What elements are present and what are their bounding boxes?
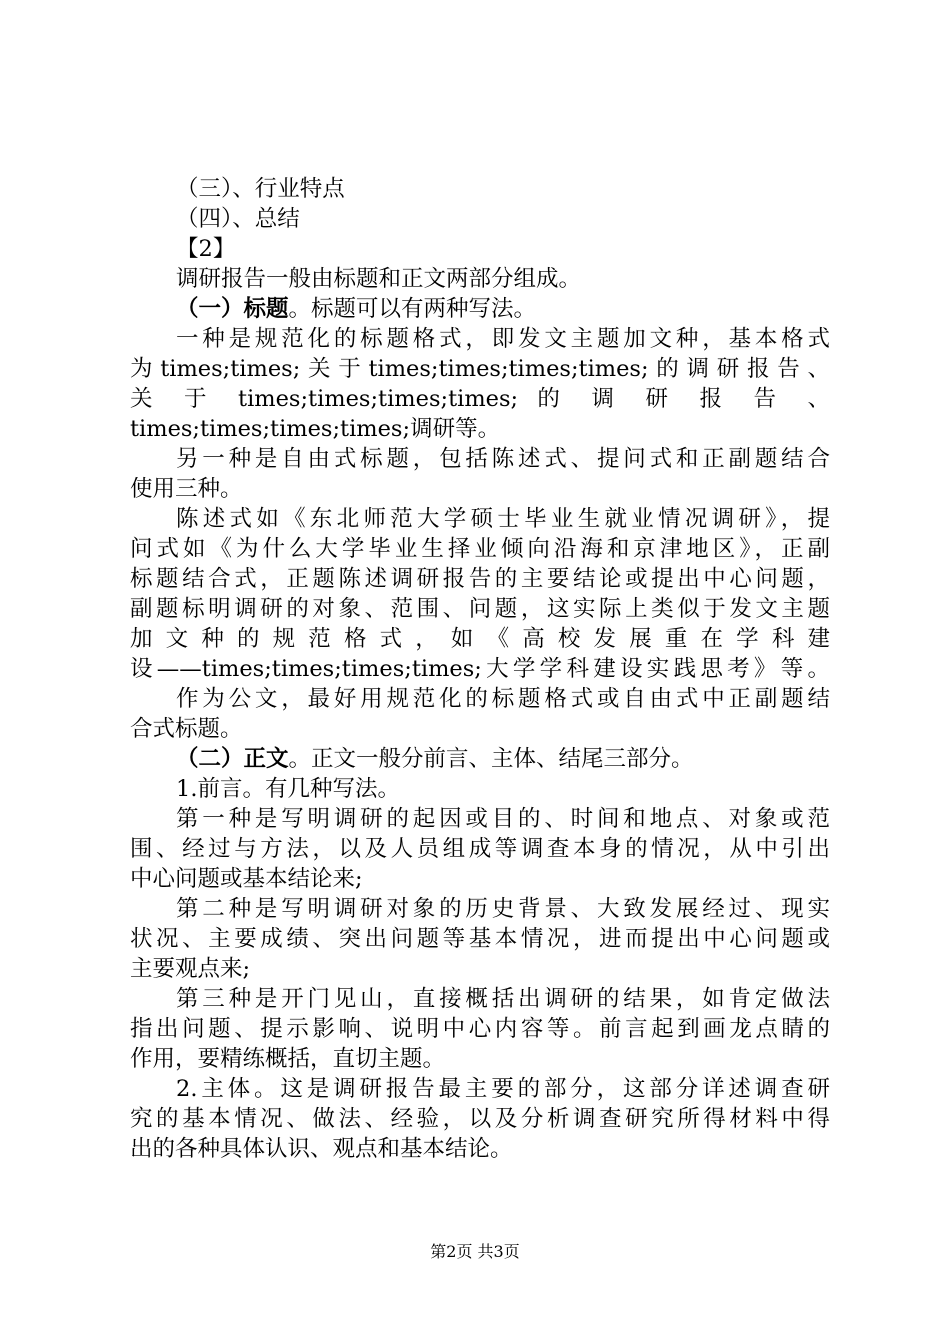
paragraph-line: 关 于 times;times;times;times; 的 调 研 报 告 、	[130, 386, 830, 412]
section-marker: 【2】	[176, 236, 236, 262]
paragraph-line: 作用，要精练概括，直切主题。	[130, 1046, 446, 1072]
paragraph-line: 第二种是写明调研对象的历史背景、大致发展经过、现实	[176, 896, 830, 922]
paragraph-line: 围、经过与方法，以及人员组成等调查本身的情况，从中引出	[130, 836, 830, 862]
paragraph-line: 设——times;times;times;times;大学学科建设实践思考》等。	[130, 656, 830, 682]
intro-paragraph: 调研报告一般由标题和正文两部分组成。	[176, 266, 582, 292]
paragraph-line: 2.主体。这是调研报告最主要的部分，这部分详述调查研	[176, 1076, 830, 1102]
paragraph-line: 陈述式如《东北师范大学硕士毕业生就业情况调研》，提	[176, 506, 830, 532]
paragraph-line: 标题结合式，正题陈述调研报告的主要结论或提出中心问题，	[130, 566, 830, 592]
section-heading-3: （三）、行业特点	[176, 176, 345, 202]
paragraph-line: 究的基本情况、做法、经验，以及分析调查研究所得材料中得	[130, 1106, 830, 1132]
paragraph-line: 加文种的规范格式，如《高校发展重在学科建	[130, 626, 830, 652]
body-heading-label: （二）正文	[176, 746, 289, 772]
paragraph-line: 主要观点来;	[130, 956, 251, 982]
preface-heading: 1.前言。有几种写法。	[176, 776, 400, 802]
paragraph-line: 合式标题。	[130, 716, 243, 742]
section-heading-4: （四）、总结	[176, 206, 300, 232]
paragraph-line: times;times;times;times;调研等。	[130, 416, 501, 442]
page-number-footer: 第2页 共3页	[430, 1242, 520, 1261]
body-heading-text: 。正文一般分前言、主体、结尾三部分。	[288, 746, 694, 772]
title-heading	[130, 294, 830, 324]
title-heading-label: （一）标题	[176, 296, 289, 322]
document-body	[130, 174, 830, 1164]
body-heading	[130, 744, 830, 774]
paragraph-line: 中心问题或基本结论来;	[130, 866, 363, 892]
paragraph-line: 作为公文，最好用规范化的标题格式或自由式中正副题结	[176, 686, 830, 712]
paragraph-line: 使用三种。	[130, 476, 243, 502]
paragraph-line: 另一种是自由式标题，包括陈述式、提问式和正副题结合	[176, 446, 830, 472]
paragraph-line: 第一种是写明调研的起因或目的、时间和地点、对象或范	[176, 806, 830, 832]
paragraph-line: 一种是规范化的标题格式，即发文主题加文种，基本格式	[176, 326, 830, 352]
paragraph-line: 副题标明调研的对象、范围、问题，这实际上类似于发文主题	[130, 596, 830, 622]
paragraph-line: 指出问题、提示影响、说明中心内容等。前言起到画龙点睛的	[130, 1016, 830, 1042]
paragraph-line: 状况、主要成绩、突出问题等基本情况，进而提出中心问题或	[130, 926, 830, 952]
paragraph-line: 问式如《为什么大学毕业生择业倾向沿海和京津地区》，正副	[130, 536, 830, 562]
paragraph-line: 为times;times;关于times;times;times;times;的调研报告、	[130, 356, 830, 382]
paragraph-line: 第三种是开门见山，直接概括出调研的结果，如肯定做法	[176, 986, 830, 1012]
title-heading-text: 。标题可以有两种写法。	[288, 296, 537, 322]
paragraph-line: 出的各种具体认识、观点和基本结论。	[130, 1136, 513, 1162]
